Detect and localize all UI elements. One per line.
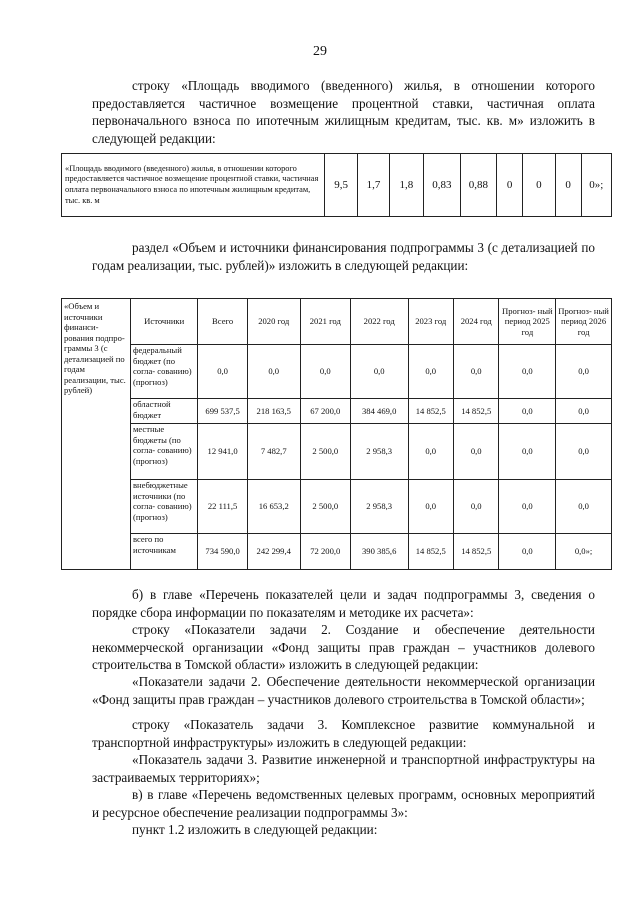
value-cell: 16 653,2: [247, 480, 300, 534]
header-sources: Источники: [130, 299, 197, 345]
value-cell: 67 200,0: [300, 399, 350, 424]
source-cell: федеральный бюджет (по согла- сованию) (прогноз): [130, 345, 197, 399]
value-cell: 0,0: [350, 345, 408, 399]
value-cell: 242 299,4: [247, 534, 300, 570]
value-cell: 0,0: [453, 480, 498, 534]
header-2026: Прогноз- ный период 2026 год: [556, 299, 612, 345]
table-cell: 1,7: [358, 154, 389, 217]
value-cell: 218 163,5: [247, 399, 300, 424]
page-number: 29: [313, 44, 327, 59]
table-cell-label: «Площадь вводимого (введенного) жилья, в отношении которого предоставляется частичное возмещение процентной ставки, частичная оплата первоначального взноса по ипотечным жилищным кредитам, тыс. кв. м: [62, 154, 325, 217]
value-cell: 14 852,5: [408, 534, 453, 570]
source-cell: местные бюджеты (по согла- сованию) (прогноз): [130, 424, 197, 480]
value-cell: 0,0: [556, 345, 612, 399]
value-cell: 0,0: [499, 345, 556, 399]
paragraph-5: «Показатели задачи 2. Обеспечение деятельности некоммерческой организации «Фонд защиты прав граждан – участников долевого строительства в Томской области»;: [92, 674, 595, 707]
table-row: [62, 480, 612, 534]
header-2025: Прогноз- ный период 2025 год: [499, 299, 556, 345]
value-cell: 0,0: [499, 424, 556, 480]
header-total: Всего: [198, 299, 247, 345]
header-2023: 2023 год: [408, 299, 453, 345]
value-cell: 0,0: [556, 480, 612, 534]
source-cell: областной бюджет: [130, 399, 197, 424]
table-cell: 0: [523, 154, 555, 217]
value-cell: 2 500,0: [300, 480, 350, 534]
value-cell: 0,0: [556, 424, 612, 480]
value-cell: 0,0: [408, 345, 453, 399]
value-cell: 384 469,0: [350, 399, 408, 424]
value-cell: 2 500,0: [300, 424, 350, 480]
value-cell: 0,0: [300, 345, 350, 399]
value-cell: 0,0: [499, 399, 556, 424]
indicator-table: [61, 153, 612, 217]
table-cell: 0: [497, 154, 523, 217]
financing-table: [61, 298, 612, 570]
paragraph-9: пункт 1.2 изложить в следующей редакции:: [132, 822, 378, 837]
table-row: [62, 534, 612, 570]
table-cell: 0: [555, 154, 581, 217]
value-cell: 699 537,5: [198, 399, 247, 424]
source-cell: внебюджетные источники (по согла- сованию) (прогноз): [130, 480, 197, 534]
table-row: [62, 399, 612, 424]
table-row: [62, 424, 612, 480]
header-2022: 2022 год: [350, 299, 408, 345]
value-cell: 14 852,5: [453, 399, 498, 424]
value-cell: 12 941,0: [198, 424, 247, 480]
value-cell: 7 482,7: [247, 424, 300, 480]
table-row: [62, 345, 612, 399]
value-cell: 72 200,0: [300, 534, 350, 570]
value-cell: 22 111,5: [198, 480, 247, 534]
table-cell: 0»;: [581, 154, 611, 217]
table-cell: 0,83: [424, 154, 461, 217]
value-cell: 0,0: [556, 399, 612, 424]
table-row: [62, 154, 612, 217]
table-cell: 1,8: [389, 154, 423, 217]
header-2020: 2020 год: [247, 299, 300, 345]
table-side-label: «Объем и источники финанси- рования подпро- граммы 3 (с детализацией по годам реализации, тыс. рублей): [62, 299, 131, 570]
value-cell: 0,0: [408, 424, 453, 480]
value-cell: 0,0»;: [556, 534, 612, 570]
paragraph-2: раздел «Объем и источники финансирования подпрограммы 3 (с детализацией по годам реализации, тыс. рублей)» изложить в следующей редакции:: [92, 240, 595, 273]
value-cell: 14 852,5: [453, 534, 498, 570]
value-cell: 2 958,3: [350, 480, 408, 534]
header-2021: 2021 год: [300, 299, 350, 345]
value-cell: 0,0: [453, 424, 498, 480]
value-cell: 0,0: [499, 534, 556, 570]
source-cell: всего по источникам: [130, 534, 197, 570]
paragraph-3: б) в главе «Перечень показателей цели и задач подпрограммы 3, сведения о порядке сбора информации по показателям и методике их расчета»:: [92, 587, 595, 620]
value-cell: 734 590,0: [198, 534, 247, 570]
value-cell: 0,0: [408, 480, 453, 534]
table-cell: 0,88: [460, 154, 497, 217]
value-cell: 0,0: [453, 345, 498, 399]
paragraph-6: строку «Показатель задачи 3. Комплексное развитие коммунальной и транспортной инфраструктуры» изложить в следующей редакции:: [92, 717, 595, 750]
table-header-row: [62, 299, 612, 345]
value-cell: 0,0: [247, 345, 300, 399]
paragraph-7: «Показатель задачи 3. Развитие инженерной и транспортной инфраструктуры на застраиваемых территориях»;: [92, 752, 595, 785]
header-2024: 2024 год: [453, 299, 498, 345]
paragraph-8: в) в главе «Перечень ведомственных целевых программ, основных мероприятий и ресурсное обеспечение реализации подпрограммы 3»:: [92, 787, 595, 820]
table-cell: 9,5: [324, 154, 357, 217]
value-cell: 0,0: [499, 480, 556, 534]
value-cell: 0,0: [198, 345, 247, 399]
value-cell: 2 958,3: [350, 424, 408, 480]
value-cell: 390 385,6: [350, 534, 408, 570]
value-cell: 14 852,5: [408, 399, 453, 424]
paragraph-1: строку «Площадь вводимого (введенного) жилья, в отношении которого предоставляется частичное возмещение процентной ставки, частичная оплата первоначального взноса по ипотечным жилищным кредитам, тыс. кв. м» изложить в следующей редакции:: [92, 78, 595, 146]
paragraph-4: строку «Показатели задачи 2. Создание и обеспечение деятельности некоммерческой организации «Фонд защиты прав граждан – участников долевого строительства в Томской области» изложить в следующей редакции:: [92, 622, 595, 673]
